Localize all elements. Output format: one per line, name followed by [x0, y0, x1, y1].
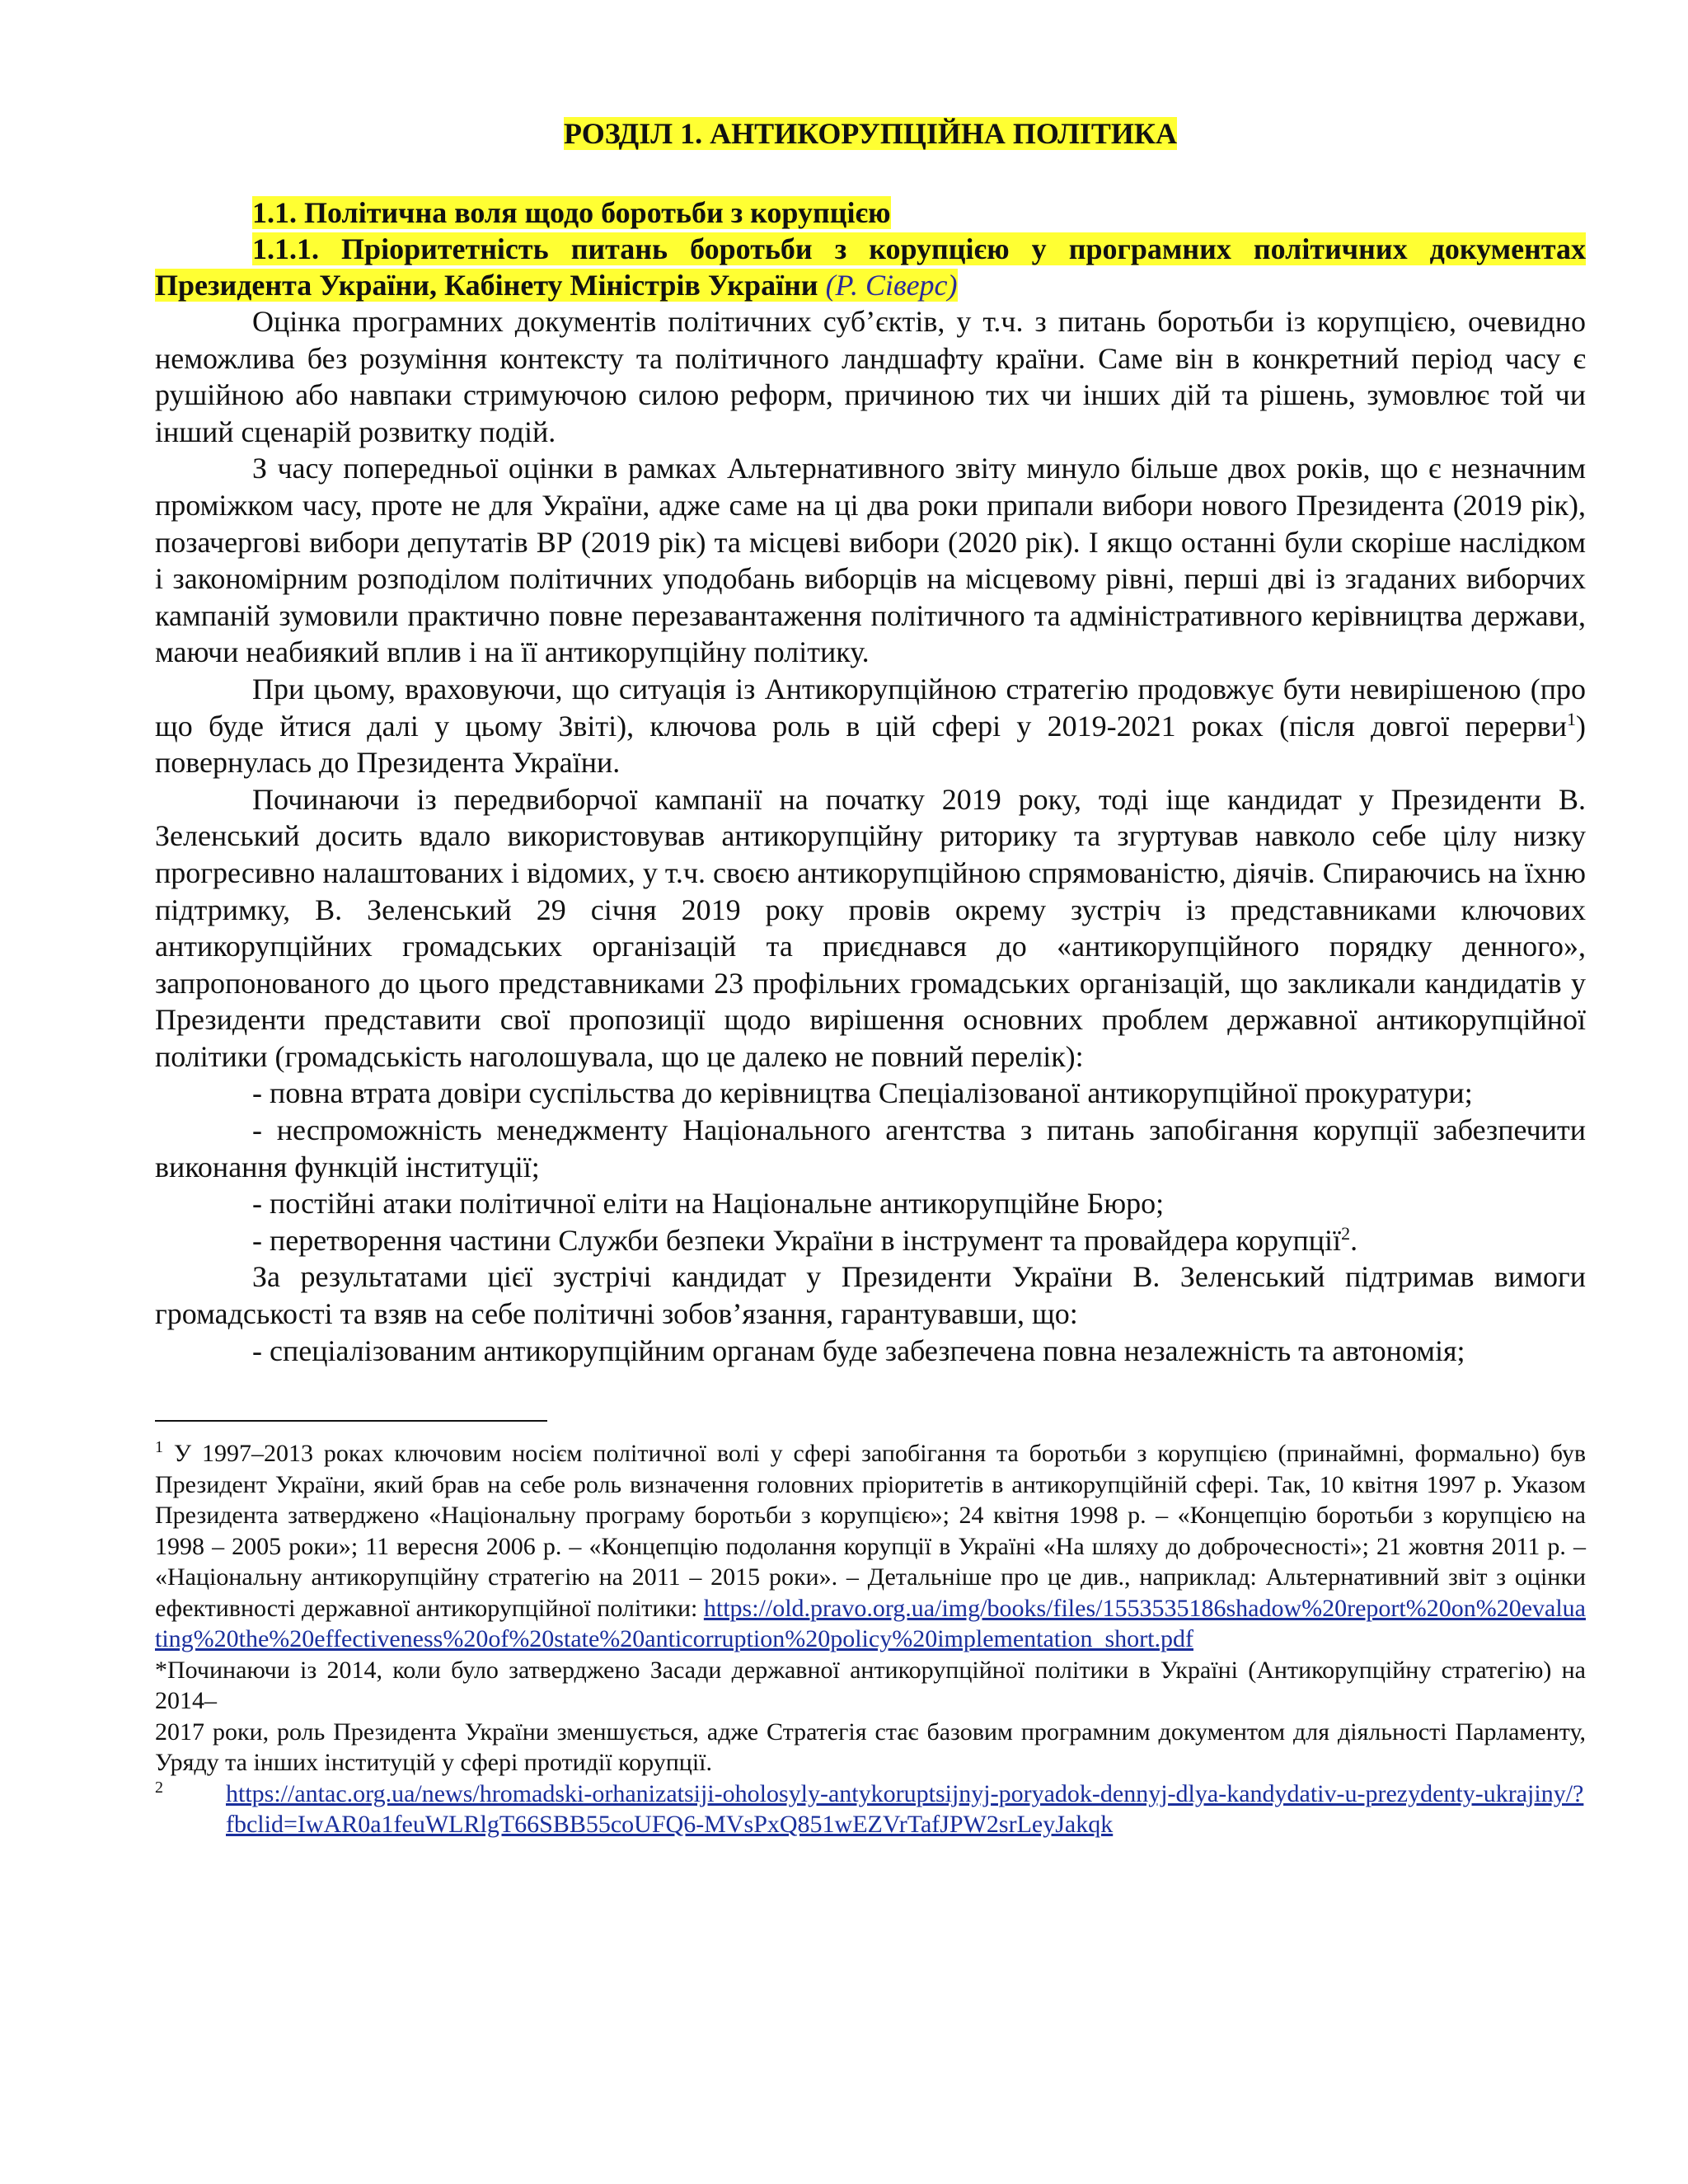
- footnote-1: $^1$ У 1997–2013 роках ключовим носієм політичної волі у сфері запобігання та боротьби з корупцією (принаймні, формально) був Президент України, який брав на себе роль визначення головних пріоритетів в антикорупційній сфері. Так, 10 квітня 1997 р. Указом Президента затверджено «Національну програму боротьби з корупцією»; 24 квітня 1998 р. – «Концепцію боротьби з корупцією на 1998 – 2005 роки»; 11 вересня 2006 р. – «Концепцію подолання корупції в Україні «На шляху до доброчесності»; 21 жовтня 2011 р. – «Національну антикорупційну стратегію на 2011 – 2015 роки». – Детальніше про це див., наприклад: Альтернативний звіт з оцінки ефективності державної антикорупційної політики: https://old.pravo.org.ua/img/books/files/1553535186shadow%20report%20on%20evaluating%20the%20effectiveness%20of%20state%20anticorruption%20policy%20implementation_short.pdf: [155, 1438, 1587, 1653]
- list-item: - спеціалізованим антикорупційним органам буде забезпечена повна незалежність та автономія;: [252, 1333, 1465, 1367]
- footnote-2-link[interactable]: https://antac.org.ua/news/hromadski-orhanizatsiji-oholosyly-antykoruptsijnyj-poryadok-dennyj-dlya-kandydativ-u-prezydenty-ukrajiny/?fbclid=IwAR0a1feuWLRlgT66SBB55coUFQ6-MVsPxQ851wEZVrTafJPW2srLeyJakqk: [226, 1779, 1584, 1839]
- list-item: - перетворення частини Служби безпеки України в інструмент та провайдера корупції$^2$.: [252, 1222, 1358, 1257]
- subsection-heading: 1.1. Політична воля щодо боротьби з корупцією: [252, 196, 891, 229]
- paragraph: З часу попередньої оцінки в рамках Альтернативного звіту минуло більше двох років, що є незначним проміжком часу, проте не для України, адже саме на ці два роки припали вибори нового Президента (2019 рік), позачергові вибори депутатів ВР (2019 рік) та місцеві вибори (2020 рік). І якщо останні були скоріше наслідком і закономірним розподілом політичних уподобань виборців на місцевому рівні, перші дві із згаданих виборчих кампаній зумовили практично повне перезавантаження політичного та адміністративного керівництва держави, маючи неабиякий вплив і на її антикорупційну політику.: [155, 452, 1586, 669]
- document-page: [155, 115, 1586, 1840]
- footnote-ref[interactable]: 2: [1341, 1222, 1351, 1244]
- body-text: [155, 303, 1586, 1369]
- footnote-2: $^2$ https://antac.org.ua/news/hromadski-orhanizatsiji-oholosyly-antykoruptsijnyj-poryadok-dennyj-dlya-kandydativ-u-prezydenty-ukrajiny/?fbclid=IwAR0a1feuWLRlgT66SBB55coUFQ6-MVsPxQ851wEZVrTafJPW2srLeyJakqk: [155, 1778, 1584, 1839]
- footnote-1-note: *Починаючи із 2014, коли було затверджено Засади державної антикорупційної політики в Україні (Антикорупційну стратегію) на 2014–: [155, 1656, 1586, 1715]
- paragraph: Починаючи із передвиборчої кампанії на початку 2019 року, тоді іще кандидат у Президенти В. Зеленський досить вдало використовував антикорупційну риторику та згуртував навколо себе цілу низку прогресивно налаштованих і відомих, у т.ч. своєю антикорупційною спрямованістю, діячів. Спираючись на їхню підтримку, В. Зеленський 29 січня 2019 року провів окрему зустріч із представниками ключових антикорупційних громадських організацій та приєднався до «антикорупційного порядку денного», запропонованого до цього представниками 23 профільних громадських організацій, що закликали кандидатів у Президенти представити свої пропозиції щодо вирішення основних проблем державної антикорупційної політики (громадськість наголошувала, що це далеко не повний перелік):: [155, 782, 1586, 1073]
- paragraph: При цьому, враховуючи, що ситуація із Антикорупційною стратегію продовжує бути невирішеною (про що буде йтися далі у цьому Звіті), ключова роль в цій сфері у 2019-2021 роках (після довгої перерви$^1$) повернулась до Президента України.: [155, 672, 1586, 780]
- footnote-1-note-cont: 2017 роки, роль Президента України зменшується, адже Стратегія стає базовим програмним документом для діяльності Парламенту, Уряду та інших інституцій у сфері протидії корупції.: [155, 1718, 1586, 1777]
- footnote-1-link[interactable]: https://old.pravo.org.ua/img/books/files/1553535186shadow%20report%20on%20evaluating%20the%20effectiveness%20of%20state%20anticorruption%20policy%20implementation_short.pdf: [155, 1594, 1586, 1653]
- footnote-separator: [155, 1420, 547, 1422]
- paragraph: Оцінка програмних документів політичних суб’єктів, у т.ч. з питань боротьби із корупцією, очевидно неможлива без розуміння контексту та політичного ландшафту країни. Саме він в конкретний період часу є рушійною або навпаки стримуючою силою реформ, причиною тих чи інших дій та рішень, зумовлює той чи інший сценарій розвитку подій.: [155, 305, 1586, 448]
- footnote-ref[interactable]: 1: [1567, 708, 1576, 729]
- list-item: - неспроможність менеджменту Національного агентства з питань запобігання корупції забезпечити виконання функцій інституції;: [155, 1113, 1586, 1183]
- footnotes: [155, 1438, 1586, 1840]
- sub-subsection-heading: 1.1.1. Пріоритетність питань боротьби з корупцією у програмних політичних документах Президента України, Кабінету Міністрів України (Р. Сіверс): [155, 232, 1586, 302]
- section-title: РОЗДІЛ 1. АНТИКОРУПЦІЙНА ПОЛІТИКА: [563, 117, 1178, 150]
- author-name: (Р. Сіверс): [825, 269, 958, 302]
- paragraph: За результатами цієї зустрічі кандидат у Президенти України В. Зеленський підтримав вимоги громадськості та взяв на себе політичні зобов’язання, гарантувавши, що:: [155, 1260, 1586, 1331]
- list-item: - повна втрата довіри суспільства до керівництва Спеціалізованої антикорупційної прокуратури;: [252, 1076, 1473, 1110]
- list-item: - постійні атаки політичної еліти на Національне антикорупційне Бюро;: [252, 1187, 1165, 1221]
